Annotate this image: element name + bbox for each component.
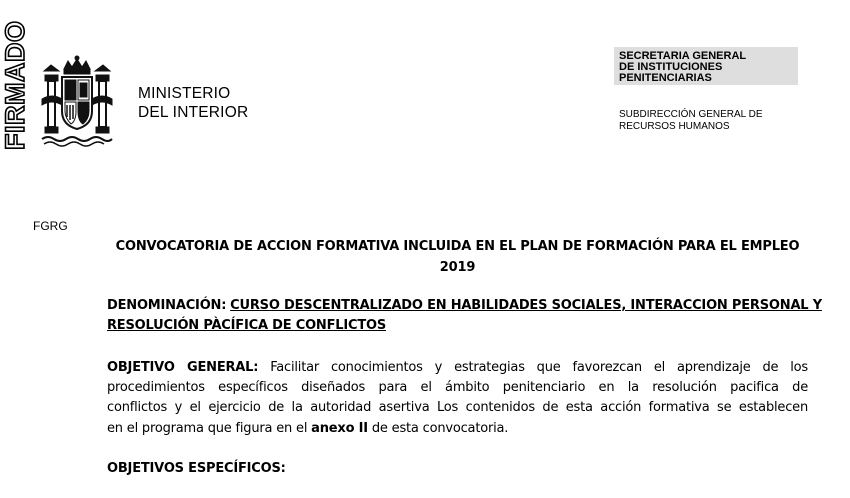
denominacion-label: DENOMINACIÓN: [107, 298, 227, 313]
objetivo-general-line-3: conflictos y el ejercicio de la autoridad asertiva Los contenidos de esta acción formativa se establecen [107, 400, 808, 415]
objetivo-general-text-4b: de esta convocatoria. [371, 421, 509, 436]
firmado-stamp-text: FIRMADO [0, 20, 30, 150]
objetivos-especificos-label: OBJETIVOS ESPECÍFICOS: [107, 461, 286, 476]
ministry-line-2: DEL INTERIOR [138, 104, 249, 121]
denominacion-value-2: RESOLUCIÓN PÀCÍFICA DE CONFLICTOS [107, 318, 387, 333]
document-code: FGRG [33, 219, 68, 233]
ministry-line-1: MINISTERIO [138, 85, 231, 102]
objetivos-especificos-heading [107, 461, 286, 476]
objetivo-general-line-1 [107, 360, 808, 375]
coat-of-arms-icon [40, 55, 114, 145]
objetivo-general-text-4a: en el programa que figura en el [107, 421, 308, 436]
secretaria-line: DE INSTITUCIONES [619, 61, 723, 73]
title-line-1: CONVOCATORIA DE ACCION FORMATIVA INCLUIDA EN EL PLAN DE FORMACIÓN PARA EL EMPLEO [115, 239, 800, 254]
subdireccion-line: SUBDIRECCIÓN GENERAL DE [619, 109, 763, 120]
denominacion-line-1 [107, 298, 822, 313]
subdireccion-line: RECURSOS HUMANOS [619, 121, 730, 132]
denominacion-line-2 [107, 318, 386, 333]
objetivo-general-line-2: procedimientos específicos diseñados para el ámbito penitenciario en la resolución pacifica de [107, 380, 808, 395]
denominacion-value-1: CURSO DESCENTRALIZADO EN HABILIDADES SOCIALES, INTERACCION PERSONAL Y [230, 298, 822, 313]
objetivo-general-text-1: Facilitar conocimientos y estrategias que favorezcan el aprendizaje de los [270, 360, 808, 375]
objetivo-general-line-4 [107, 421, 508, 436]
objetivo-general-label: OBJETIVO GENERAL: [107, 360, 259, 375]
title-line-2: 2019 [439, 260, 476, 275]
secretaria-line: PENITENCIARIAS [619, 72, 712, 84]
document-title [106, 236, 809, 278]
firmado-stamp [0, 0, 30, 152]
ministry-name [138, 84, 248, 122]
secretaria-line: SECRETARIA GENERAL [619, 50, 747, 62]
annex-reference: anexo II [311, 421, 368, 436]
